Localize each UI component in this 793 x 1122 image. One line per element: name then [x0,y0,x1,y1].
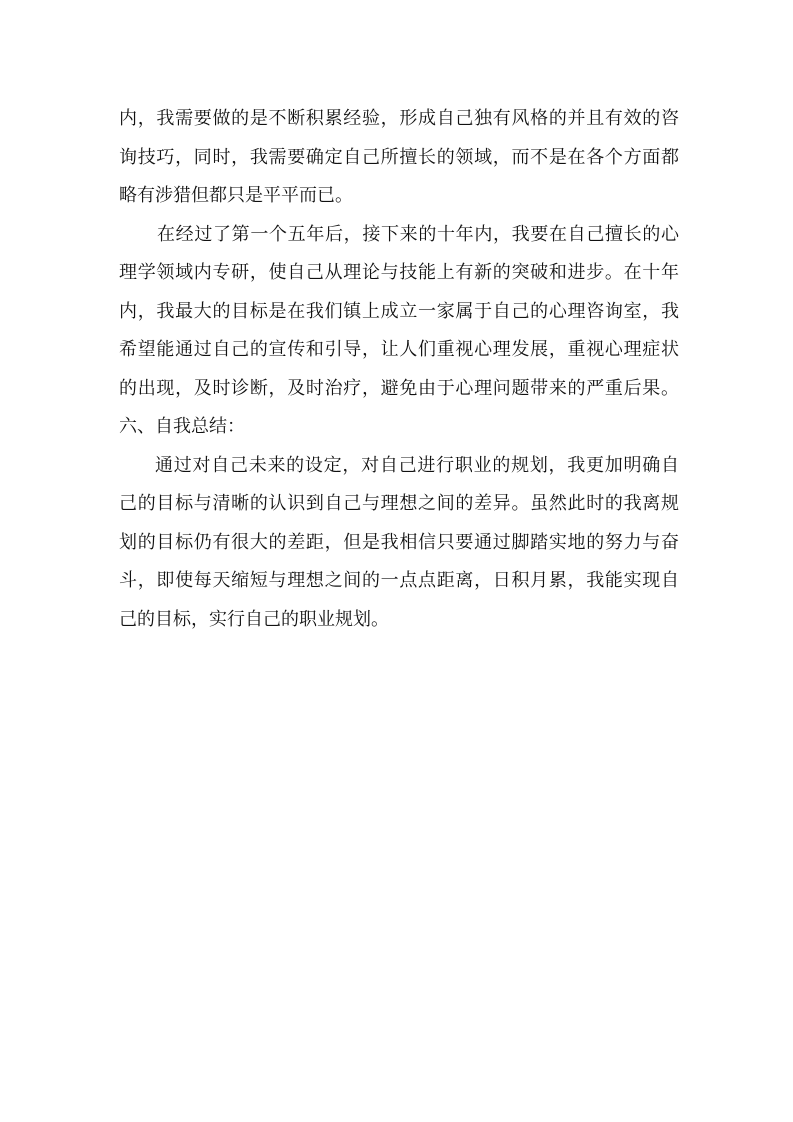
text-line: 询技巧，同时，我需要确定自己所擅长的领域，而不是在各个方面都 [119,146,679,168]
text-line: 希望能通过自己的宣传和引导，让人们重视心理发展，重视心理症状 [119,339,679,360]
text-line: 内，我最大的目标是在我们镇上成立一家属于自己的心理咨询室，我 [119,300,679,322]
text-line: 内，我需要做的是不断积累经验，形成自己独有风格的并且有效的咨 [119,108,679,129]
text-line: 理学领域内专研，使自己从理论与技能上有新的突破和进步。在十年 [119,262,679,283]
text-line: 己的目标，实行自己的职业规划。 [119,608,389,630]
text-line: 的出现，及时诊断，及时治疗，避免由于心理问题带来的严重后果。 [119,377,679,399]
section-heading: 六、自我总结： [119,416,245,437]
text-line: 略有涉猎但都只是平平而已。 [119,185,353,206]
text-line: 斗，即使每天缩短与理想之间的一点点距离，日积月累，我能实现自 [119,570,679,591]
text-line: 己的目标与清晰的认识到自己与理想之间的差异。虽然此时的我离规 [119,493,679,514]
paragraph-self-summary [119,447,679,640]
document-body [119,100,679,639]
text-line: 划的目标仍有很大的差距，但是我相信只要通过脚踏实地的努力与奋 [119,531,679,553]
text-line: 通过对自己未来的设定，对自己进行职业的规划，我更加明确自 [155,454,679,476]
paragraph-career-short-term [119,100,679,216]
text-line: 在经过了第一个五年后，接下来的十年内，我要在自己擅长的心 [157,223,679,245]
paragraph-career-long-term [119,216,679,409]
